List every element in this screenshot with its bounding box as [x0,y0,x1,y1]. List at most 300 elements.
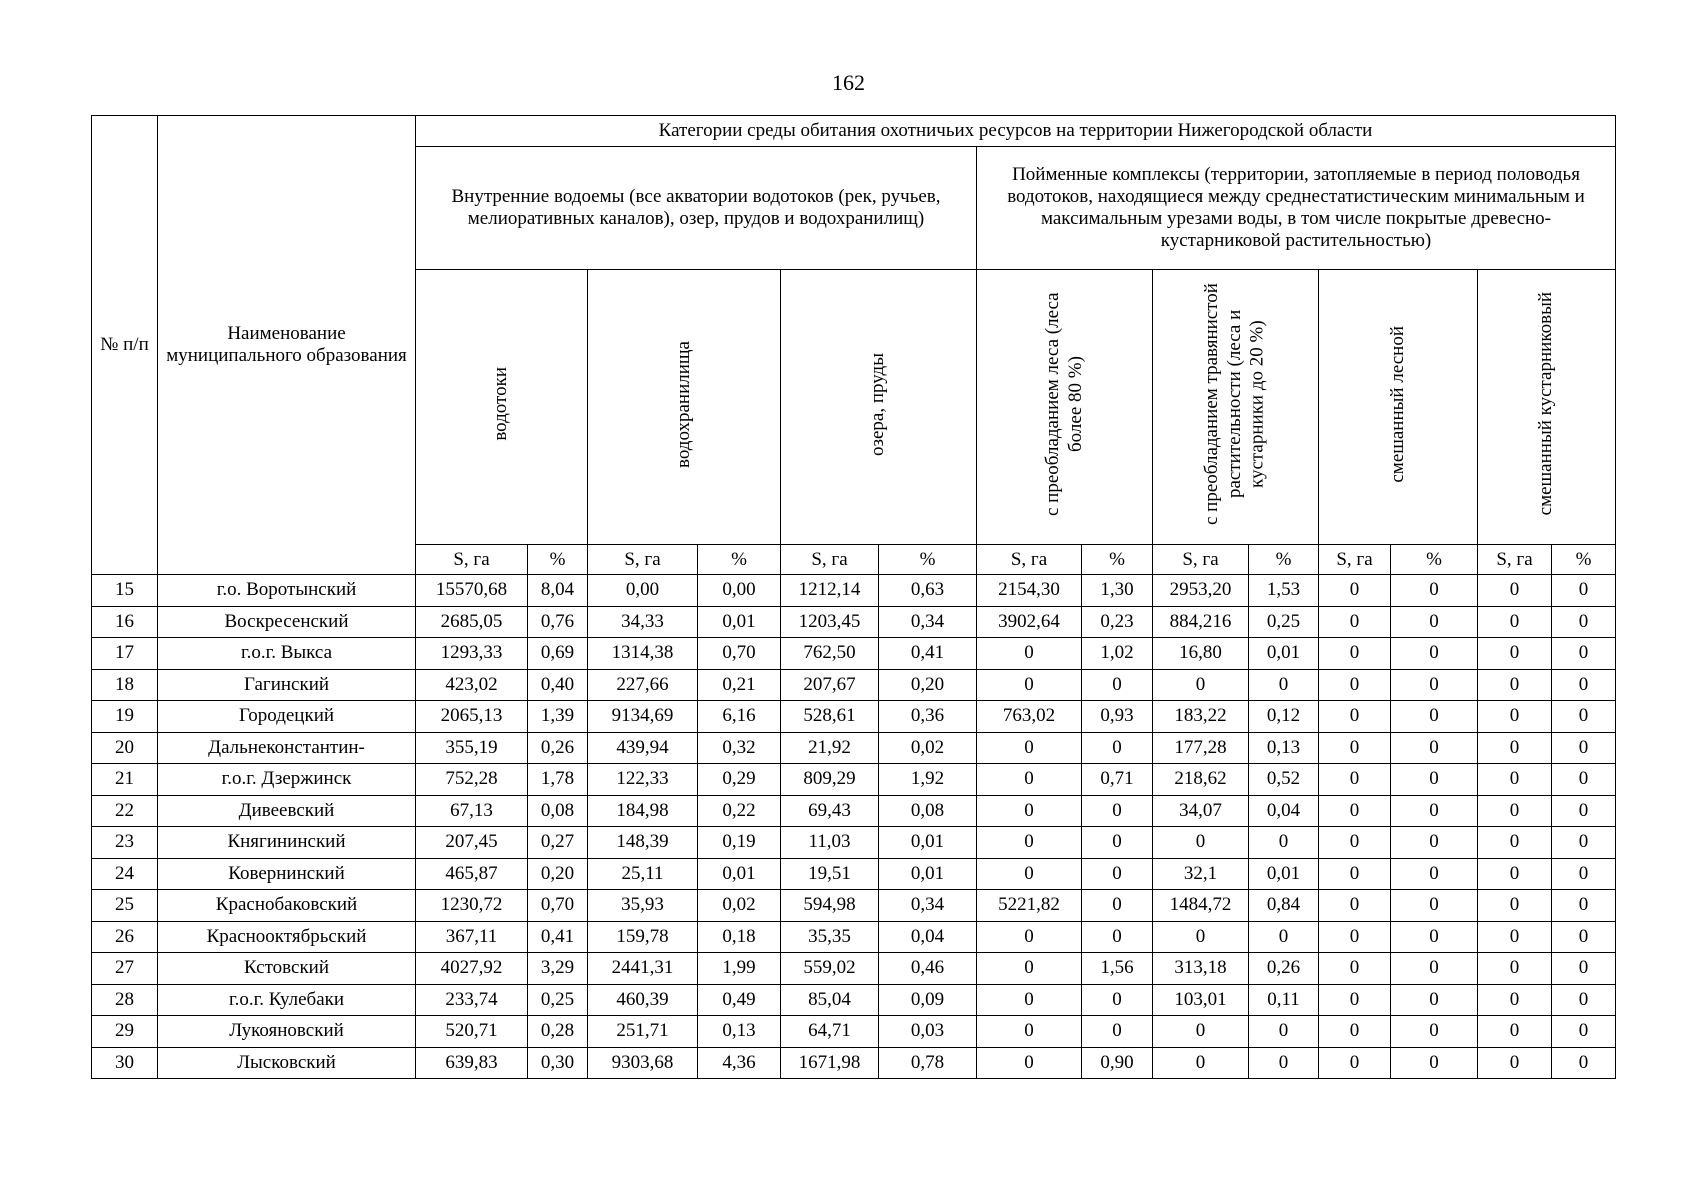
percent-value: 0,02 [698,890,781,922]
percent-value: 0 [1552,984,1616,1016]
percent-value: 0 [1391,921,1478,953]
percent-value: 0,25 [528,984,588,1016]
area-value: 0 [1153,827,1249,859]
area-value: 2154,30 [977,575,1082,607]
percent-value: 0 [1552,669,1616,701]
percent-value: 0 [1552,953,1616,985]
percent-value: 0,25 [1249,606,1319,638]
percent-value: 0 [1082,732,1153,764]
unit-area-header: S, га [1153,545,1249,575]
percent-value: 0,23 [1082,606,1153,638]
area-value: 0 [977,858,1082,890]
area-value: 122,33 [588,764,698,796]
area-value: 465,87 [416,858,528,890]
unit-area-header: S, га [1319,545,1391,575]
percent-value: 0 [1552,921,1616,953]
sub-header [416,270,588,545]
percent-value: 0,00 [698,575,781,607]
percent-value: 0,13 [1249,732,1319,764]
percent-value: 0 [1082,890,1153,922]
page-number: 162 [832,70,865,95]
area-value: 313,18 [1153,953,1249,985]
row-number: 29 [92,1016,158,1048]
percent-value: 0,04 [879,921,977,953]
unit-area-header: S, га [1478,545,1552,575]
area-value: 0 [1319,1047,1391,1079]
percent-value: 0,18 [698,921,781,953]
area-value: 85,04 [781,984,879,1016]
percent-value: 0 [1552,1047,1616,1079]
unit-percent-header: % [879,545,977,575]
percent-value: 0,26 [528,732,588,764]
percent-value: 0 [1082,921,1153,953]
area-value: 35,93 [588,890,698,922]
municipality-name: Лукояновский [158,1016,416,1048]
area-value: 0 [1478,795,1552,827]
percent-value: 0 [1391,669,1478,701]
area-value: 0 [1319,953,1391,985]
percent-value: 0,19 [698,827,781,859]
percent-value: 0 [1552,1016,1616,1048]
municipality-name: г.о.г. Дзержинск [158,764,416,796]
area-value: 0 [1319,669,1391,701]
percent-value: 0,32 [698,732,781,764]
row-number: 24 [92,858,158,890]
percent-value: 0 [1552,858,1616,890]
municipality-name: Краснобаковский [158,890,416,922]
percent-value: 0,46 [879,953,977,985]
percent-value: 0 [1391,575,1478,607]
percent-value: 0 [1552,575,1616,607]
percent-value: 0,84 [1249,890,1319,922]
percent-value: 0 [1249,1016,1319,1048]
area-value: 2685,05 [416,606,528,638]
area-value: 32,1 [1153,858,1249,890]
area-value: 2441,31 [588,953,698,985]
area-value: 520,71 [416,1016,528,1048]
municipality-name: Княгининский [158,827,416,859]
col-num-header: № п/п [92,116,158,575]
percent-value: 0,76 [528,606,588,638]
municipality-name: Лысковский [158,1047,416,1079]
percent-value: 0 [1391,858,1478,890]
area-value: 0 [1478,953,1552,985]
area-value: 0 [1478,1047,1552,1079]
row-number: 19 [92,701,158,733]
table-row [92,1047,1616,1079]
area-value: 0 [1153,921,1249,953]
area-value: 0,00 [588,575,698,607]
percent-value: 1,30 [1082,575,1153,607]
percent-value: 0,09 [879,984,977,1016]
municipality-name: Дивеевский [158,795,416,827]
row-number: 23 [92,827,158,859]
table-row [92,984,1616,1016]
area-value: 251,71 [588,1016,698,1048]
percent-value: 0 [1249,921,1319,953]
area-value: 1314,38 [588,638,698,670]
area-value: 0 [1319,858,1391,890]
area-value: 0 [977,827,1082,859]
area-value: 1671,98 [781,1047,879,1079]
percent-value: 1,78 [528,764,588,796]
area-value: 439,94 [588,732,698,764]
unit-percent-header: % [1552,545,1616,575]
area-value: 559,02 [781,953,879,985]
area-value: 9134,69 [588,701,698,733]
table-row [92,669,1616,701]
percent-value: 0,41 [879,638,977,670]
row-number: 22 [92,795,158,827]
area-value: 177,28 [1153,732,1249,764]
percent-value: 0,70 [528,890,588,922]
municipality-name: г.о.г. Кулебаки [158,984,416,1016]
percent-value: 0 [1391,953,1478,985]
area-value: 763,02 [977,701,1082,733]
area-value: 0 [977,638,1082,670]
table-row [92,827,1616,859]
group-inland-waters: Внутренние водоемы (все акватории водотоков (рек, ручьев, мелиоративных каналов), озер, прудов и водохранилищ) [416,147,977,270]
percent-value: 0,26 [1249,953,1319,985]
area-value: 0 [1319,984,1391,1016]
area-value: 355,19 [416,732,528,764]
table-row [92,575,1616,607]
percent-value: 0 [1391,1016,1478,1048]
percent-value: 0,30 [528,1047,588,1079]
unit-area-header: S, га [977,545,1082,575]
percent-value: 0 [1391,606,1478,638]
percent-value: 0,34 [879,606,977,638]
percent-value: 0 [1249,827,1319,859]
percent-value: 0,08 [528,795,588,827]
area-value: 11,03 [781,827,879,859]
percent-value: 0 [1082,827,1153,859]
area-value: 0 [1319,921,1391,953]
area-value: 0 [1319,732,1391,764]
area-value: 639,83 [416,1047,528,1079]
municipality-name: Ковернинский [158,858,416,890]
row-number: 20 [92,732,158,764]
sub-label: с преобладанием леса (леса более 80 %) [1041,292,1086,516]
habitat-table [91,115,1616,1079]
area-value: 528,61 [781,701,879,733]
area-value: 64,71 [781,1016,879,1048]
percent-value: 0,02 [879,732,977,764]
percent-value: 0,22 [698,795,781,827]
percent-value: 0 [1391,827,1478,859]
table-header [92,116,1616,575]
area-value: 0 [1319,575,1391,607]
municipality-name: Кстовский [158,953,416,985]
percent-value: 0,36 [879,701,977,733]
area-value: 460,39 [588,984,698,1016]
area-value: 0 [1478,606,1552,638]
percent-value: 0 [1391,1047,1478,1079]
table-body [92,575,1616,1079]
percent-value: 0 [1552,764,1616,796]
table-row [92,953,1616,985]
sub-label: озера, пруды [867,352,889,456]
percent-value: 1,53 [1249,575,1319,607]
area-value: 762,50 [781,638,879,670]
area-value: 233,74 [416,984,528,1016]
unit-area-header: S, га [588,545,698,575]
area-value: 35,35 [781,921,879,953]
percent-value: 0,70 [698,638,781,670]
area-value: 0 [1478,732,1552,764]
unit-percent-header: % [698,545,781,575]
percent-value: 0 [1082,858,1153,890]
unit-area-header: S, га [781,545,879,575]
percent-value: 0 [1391,764,1478,796]
sub-label: смешанный лесной [1386,325,1408,483]
sub-header [1153,270,1319,545]
percent-value: 1,92 [879,764,977,796]
unit-percent-header: % [1391,545,1478,575]
area-value: 0 [1478,701,1552,733]
area-value: 0 [1478,858,1552,890]
municipality-name: Воскресенский [158,606,416,638]
unit-percent-header: % [1082,545,1153,575]
area-value: 19,51 [781,858,879,890]
area-value: 884,216 [1153,606,1249,638]
area-value: 0 [977,921,1082,953]
percent-value: 0,78 [879,1047,977,1079]
percent-value: 0 [1249,669,1319,701]
row-number: 27 [92,953,158,985]
area-value: 594,98 [781,890,879,922]
percent-value: 6,16 [698,701,781,733]
sub-label: водотоки [490,367,512,441]
percent-value: 1,02 [1082,638,1153,670]
percent-value: 0,20 [528,858,588,890]
area-value: 0 [1478,984,1552,1016]
area-value: 0 [1319,890,1391,922]
area-value: 34,33 [588,606,698,638]
area-value: 0 [1153,669,1249,701]
percent-value: 0,29 [698,764,781,796]
percent-value: 1,39 [528,701,588,733]
area-value: 1293,33 [416,638,528,670]
area-value: 103,01 [1153,984,1249,1016]
area-value: 227,66 [588,669,698,701]
percent-value: 0 [1391,701,1478,733]
area-value: 0 [1153,1047,1249,1079]
sub-label: водохранилища [672,340,694,468]
percent-value: 0 [1391,795,1478,827]
table-row [92,858,1616,890]
area-value: 9303,68 [588,1047,698,1079]
percent-value: 0,34 [879,890,977,922]
row-number: 16 [92,606,158,638]
area-value: 0 [977,764,1082,796]
unit-percent-header: % [528,545,588,575]
area-value: 1203,45 [781,606,879,638]
percent-value: 0,01 [1249,638,1319,670]
percent-value: 0,01 [698,606,781,638]
percent-value: 0 [1552,732,1616,764]
percent-value: 0,21 [698,669,781,701]
row-number: 30 [92,1047,158,1079]
area-value: 0 [1319,701,1391,733]
row-number: 21 [92,764,158,796]
area-value: 2065,13 [416,701,528,733]
area-value: 0 [1478,575,1552,607]
sub-header [588,270,781,545]
area-value: 0 [1153,1016,1249,1048]
area-value: 148,39 [588,827,698,859]
row-number: 17 [92,638,158,670]
area-value: 15570,68 [416,575,528,607]
area-value: 218,62 [1153,764,1249,796]
municipality-name: г.о.г. Выкса [158,638,416,670]
percent-value: 4,36 [698,1047,781,1079]
area-value: 423,02 [416,669,528,701]
percent-value: 0,01 [1249,858,1319,890]
unit-area-header: S, га [416,545,528,575]
percent-value: 0,49 [698,984,781,1016]
area-value: 0 [1319,764,1391,796]
percent-value: 0 [1082,1016,1153,1048]
municipality-name: Краснооктябрьский [158,921,416,953]
sub-header [977,270,1153,545]
percent-value: 0,11 [1249,984,1319,1016]
table-row [92,606,1616,638]
area-value: 159,78 [588,921,698,953]
area-value: 0 [1478,890,1552,922]
area-value: 0 [1319,795,1391,827]
area-value: 0 [1478,764,1552,796]
table-row [92,732,1616,764]
percent-value: 0,63 [879,575,977,607]
area-value: 0 [1478,669,1552,701]
percent-value: 0,08 [879,795,977,827]
percent-value: 0,90 [1082,1047,1153,1079]
municipality-name: г.о. Воротынский [158,575,416,607]
percent-value: 0 [1552,638,1616,670]
sub-header [1478,270,1616,545]
area-value: 5221,82 [977,890,1082,922]
area-value: 0 [977,1016,1082,1048]
area-value: 1212,14 [781,575,879,607]
percent-value: 0,13 [698,1016,781,1048]
area-value: 2953,20 [1153,575,1249,607]
percent-value: 0,41 [528,921,588,953]
area-value: 0 [977,795,1082,827]
area-value: 0 [977,1047,1082,1079]
group-floodplain: Пойменные комплексы (территории, затопляемые в период половодья водотоков, находящиеся между среднестатистическим минимальным и максимальным урезами воды, в том числе покрытые древесно-кустарниковой растительностью) [977,147,1616,270]
municipality-name: Городецкий [158,701,416,733]
municipality-name: Гагинский [158,669,416,701]
percent-value: 0,27 [528,827,588,859]
percent-value: 0,93 [1082,701,1153,733]
area-value: 184,98 [588,795,698,827]
area-value: 0 [1478,638,1552,670]
percent-value: 0 [1552,795,1616,827]
percent-value: 0,69 [528,638,588,670]
area-value: 752,28 [416,764,528,796]
area-value: 16,80 [1153,638,1249,670]
table-row [92,701,1616,733]
sub-label: смешанный кустарниковый [1535,292,1557,516]
sub-label: с преобладанием травянистой растительности (леса и кустарники до 20 %) [1201,283,1268,526]
table-row [92,764,1616,796]
area-value: 0 [1319,827,1391,859]
sub-header [1319,270,1478,545]
percent-value: 1,99 [698,953,781,985]
area-value: 34,07 [1153,795,1249,827]
area-value: 1484,72 [1153,890,1249,922]
area-value: 0 [1319,606,1391,638]
row-number: 26 [92,921,158,953]
sub-header [781,270,977,545]
percent-value: 0,71 [1082,764,1153,796]
area-value: 183,22 [1153,701,1249,733]
percent-value: 0,03 [879,1016,977,1048]
area-value: 0 [977,732,1082,764]
municipality-name: Дальнеконстантин- [158,732,416,764]
percent-value: 0 [1391,732,1478,764]
percent-value: 0 [1391,890,1478,922]
percent-value: 0 [1552,827,1616,859]
percent-value: 0 [1391,638,1478,670]
categories-title: Категории среды обитания охотничьих ресурсов на территории Нижегородской области [416,116,1616,147]
area-value: 25,11 [588,858,698,890]
row-number: 25 [92,890,158,922]
area-value: 67,13 [416,795,528,827]
area-value: 0 [1319,1016,1391,1048]
percent-value: 0 [1552,890,1616,922]
percent-value: 0,40 [528,669,588,701]
row-number: 15 [92,575,158,607]
row-number: 28 [92,984,158,1016]
row-number: 18 [92,669,158,701]
area-value: 3902,64 [977,606,1082,638]
area-value: 4027,92 [416,953,528,985]
area-value: 21,92 [781,732,879,764]
percent-value: 3,29 [528,953,588,985]
percent-value: 0 [1552,606,1616,638]
area-value: 207,67 [781,669,879,701]
percent-value: 0,52 [1249,764,1319,796]
percent-value: 0,04 [1249,795,1319,827]
percent-value: 0,12 [1249,701,1319,733]
percent-value: 0,01 [879,858,977,890]
area-value: 0 [1478,921,1552,953]
area-value: 0 [1319,638,1391,670]
col-name-header: Наименование муниципального образования [158,116,416,575]
percent-value: 0 [1082,984,1153,1016]
percent-value: 0 [1082,795,1153,827]
area-value: 1230,72 [416,890,528,922]
percent-value: 0,01 [879,827,977,859]
percent-value: 0 [1391,984,1478,1016]
table-row [92,1016,1616,1048]
area-value: 207,45 [416,827,528,859]
percent-value: 0 [1082,669,1153,701]
percent-value: 0,28 [528,1016,588,1048]
table-row [92,638,1616,670]
table-row [92,921,1616,953]
percent-value: 0 [1249,1047,1319,1079]
area-value: 0 [977,984,1082,1016]
percent-value: 1,56 [1082,953,1153,985]
percent-value: 0 [1552,701,1616,733]
area-value: 0 [1478,1016,1552,1048]
percent-value: 8,04 [528,575,588,607]
table-row [92,795,1616,827]
area-value: 809,29 [781,764,879,796]
